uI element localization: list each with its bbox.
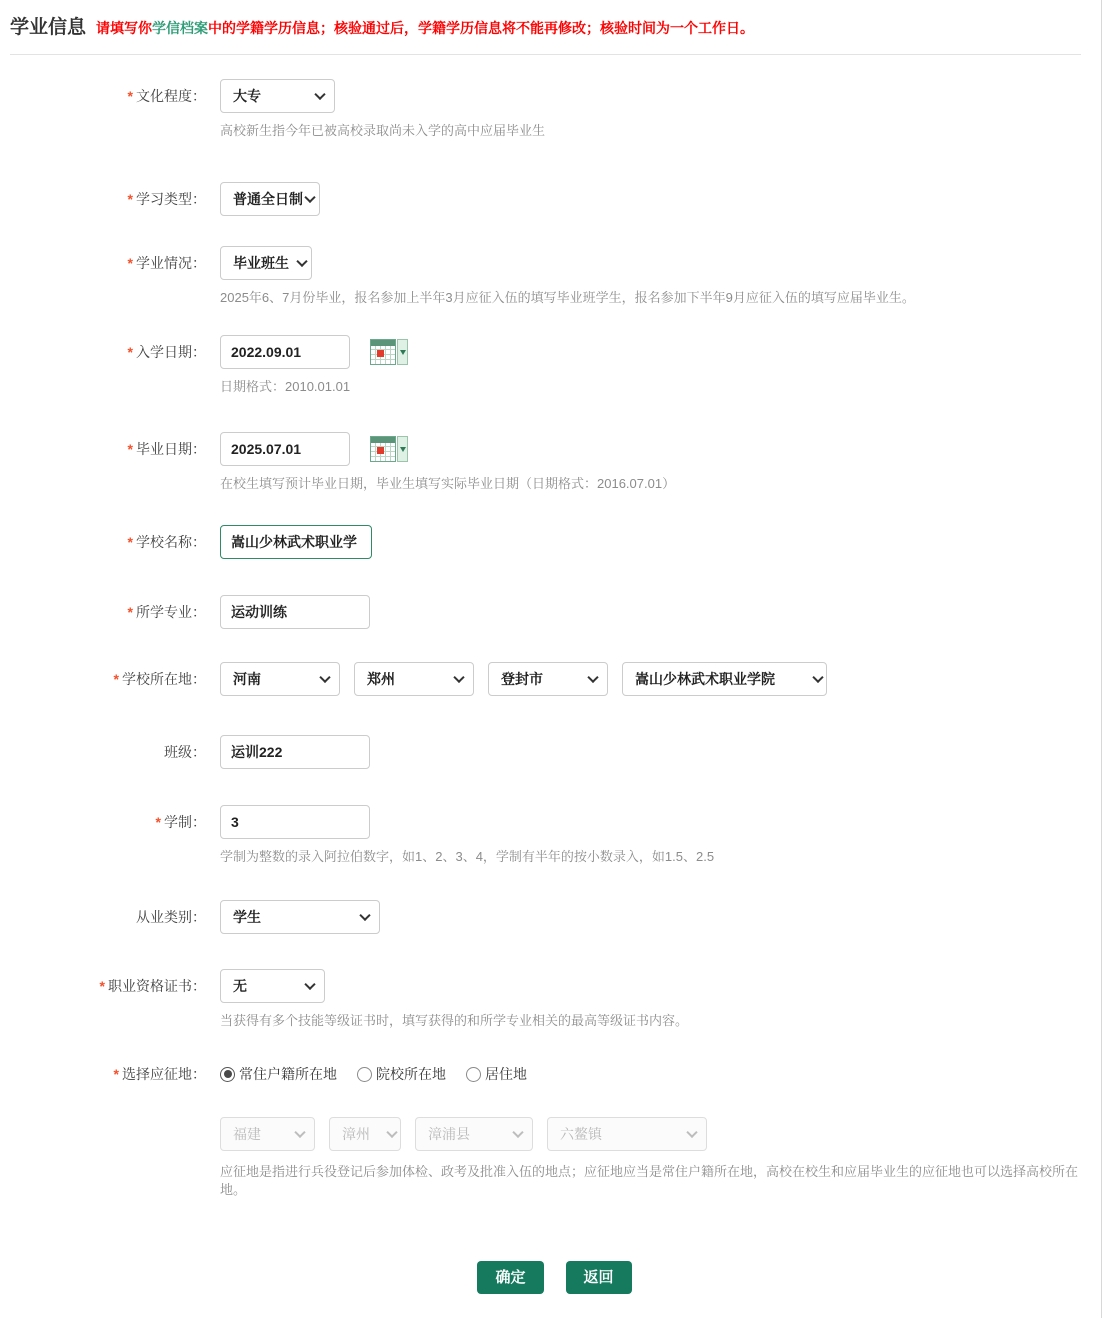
academic-info-form <box>8 55 1101 1294</box>
school-years-help: 学制为整数的录入阿拉伯数字，如1、2、3、4，学制有半年的按小数录入，如1.5、2.5 <box>220 849 715 864</box>
required-asterisk: * <box>127 604 133 620</box>
row-occupation <box>8 900 1101 934</box>
chevron-down-icon <box>587 672 598 683</box>
field-label: 班级： <box>164 744 206 760</box>
enlist-city-select-disabled: 漳州 <box>329 1117 401 1151</box>
field-label: 从业类别： <box>136 909 206 925</box>
calendar-icon[interactable] <box>370 339 408 365</box>
enlist-place-radio-group <box>220 1057 1101 1091</box>
class-name-input[interactable] <box>220 735 370 769</box>
enlist-town-select-disabled: 六鳌镇 <box>547 1117 707 1151</box>
required-asterisk: * <box>127 344 133 360</box>
row-enroll-date <box>8 335 1101 396</box>
row-school-years <box>8 805 1101 866</box>
enroll-date-input[interactable] <box>220 335 350 369</box>
chevron-down-icon <box>319 672 330 683</box>
certificate-help: 当获得有多个技能等级证书时，填写获得的和所学专业相关的最高等级证书内容。 <box>220 1013 689 1028</box>
education-level-select[interactable] <box>220 79 335 113</box>
radio-residence[interactable]: 居住地 <box>466 1064 527 1084</box>
study-type-select[interactable] <box>220 182 320 216</box>
education-level-value: 大专 <box>233 88 261 104</box>
education-level-help: 高校新生指今年已被高校录取尚未入学的高中应届毕业生 <box>220 123 546 138</box>
required-asterisk: * <box>127 255 133 271</box>
major-input[interactable] <box>220 595 370 629</box>
field-label: * 毕业日期： <box>127 441 206 457</box>
row-school-name <box>8 525 1101 559</box>
row-class-name <box>8 735 1101 769</box>
row-enlist-place <box>8 1057 1101 1199</box>
radio-unselected-icon <box>357 1067 372 1082</box>
field-label: * 学校所在地： <box>113 671 206 687</box>
calendar-dropdown-icon <box>397 339 408 365</box>
enlist-province-select-disabled: 福建 <box>220 1117 315 1151</box>
notice-prefix: 请填写你 <box>96 20 153 36</box>
academic-status-select[interactable] <box>220 246 312 280</box>
page-header <box>8 12 1101 39</box>
radio-school-location[interactable]: 院校所在地 <box>357 1064 446 1084</box>
field-label: * 学业情况： <box>127 255 206 271</box>
school-years-input[interactable] <box>220 805 370 839</box>
chevron-down-icon <box>296 256 307 267</box>
field-label: * 所学专业： <box>127 604 206 620</box>
row-school-location <box>8 662 1101 696</box>
school-city-select[interactable]: 郑州 <box>354 662 474 696</box>
certificate-select[interactable]: 无 <box>220 969 325 1003</box>
chevron-down-icon <box>386 1127 397 1138</box>
field-label: * 文化程度： <box>127 88 206 104</box>
notice-suffix: 中的学籍学历信息；核验通过后，学籍学历信息将不能再修改；核验时间为一个工作日。 <box>208 20 755 36</box>
required-asterisk: * <box>127 191 133 207</box>
radio-unselected-icon <box>466 1067 481 1082</box>
enlist-place-selects <box>220 1117 1101 1151</box>
back-button[interactable]: 返回 <box>566 1261 632 1294</box>
radio-selected-icon <box>220 1067 235 1082</box>
required-asterisk: * <box>113 671 119 687</box>
field-label: * 学制： <box>155 814 206 830</box>
chevron-down-icon <box>294 1127 305 1138</box>
xuexin-archive-link[interactable]: 学信档案 <box>152 20 209 36</box>
row-study-type <box>8 182 1101 216</box>
field-label: * 职业资格证书： <box>99 978 206 994</box>
required-asterisk: * <box>155 814 161 830</box>
required-asterisk: * <box>99 978 105 994</box>
row-education-level <box>8 79 1101 140</box>
row-major <box>8 595 1101 629</box>
field-label: * 选择应征地： <box>113 1066 206 1082</box>
row-academic-status <box>8 246 1101 307</box>
occupation-select[interactable]: 学生 <box>220 900 380 934</box>
field-label: * 学习类型： <box>127 191 206 207</box>
calendar-grid-icon <box>370 339 396 365</box>
enlist-county-select-disabled: 漳浦县 <box>415 1117 533 1151</box>
chevron-down-icon <box>512 1127 523 1138</box>
school-county-select[interactable]: 登封市 <box>488 662 608 696</box>
enlist-place-help: 应征地是指进行兵役登记后参加体检、政考及批准入伍的地点；应征地应当是常住户籍所在地，高校在校生和应届毕业生的应征地也可以选择高校所在地。 <box>220 1164 1079 1197</box>
form-actions <box>8 1261 1101 1294</box>
academic-status-help: 2025年6、7月份毕业，报名参加上半年3月应征入伍的填写毕业班学生，报名参加下半年9月应征入伍的填写应届毕业生。 <box>220 290 915 305</box>
field-label: * 入学日期： <box>127 344 206 360</box>
study-type-value: 普通全日制 <box>233 191 303 207</box>
chevron-down-icon <box>359 910 370 921</box>
page-title: 学业信息 <box>10 17 87 38</box>
notice-text <box>96 18 754 38</box>
graduate-date-input[interactable] <box>220 432 350 466</box>
school-province-select[interactable]: 河南 <box>220 662 340 696</box>
required-asterisk: * <box>127 534 133 550</box>
enroll-date-help: 日期格式：2010.01.01 <box>220 379 351 394</box>
chevron-down-icon <box>686 1127 697 1138</box>
school-name-input[interactable] <box>220 525 372 559</box>
row-graduate-date <box>8 432 1101 493</box>
chevron-down-icon <box>314 89 325 100</box>
chevron-down-icon <box>304 979 315 990</box>
graduate-date-help: 在校生填写预计毕业日期，毕业生填写实际毕业日期（日期格式：2016.07.01） <box>220 476 676 491</box>
academic-status-value: 毕业班生 <box>233 255 289 271</box>
calendar-icon[interactable] <box>370 436 408 462</box>
radio-household-registration[interactable]: 常住户籍所在地 <box>220 1064 337 1084</box>
required-asterisk: * <box>113 1066 119 1082</box>
chevron-down-icon <box>304 192 315 203</box>
school-select[interactable]: 嵩山少林武术职业学院 <box>622 662 827 696</box>
calendar-grid-icon <box>370 436 396 462</box>
required-asterisk: * <box>127 441 133 457</box>
chevron-down-icon <box>812 672 823 683</box>
calendar-dropdown-icon <box>397 436 408 462</box>
confirm-button[interactable]: 确定 <box>477 1261 543 1294</box>
field-label: * 学校名称： <box>127 534 206 550</box>
chevron-down-icon <box>453 672 464 683</box>
required-asterisk: * <box>127 88 133 104</box>
row-certificate <box>8 969 1101 1030</box>
